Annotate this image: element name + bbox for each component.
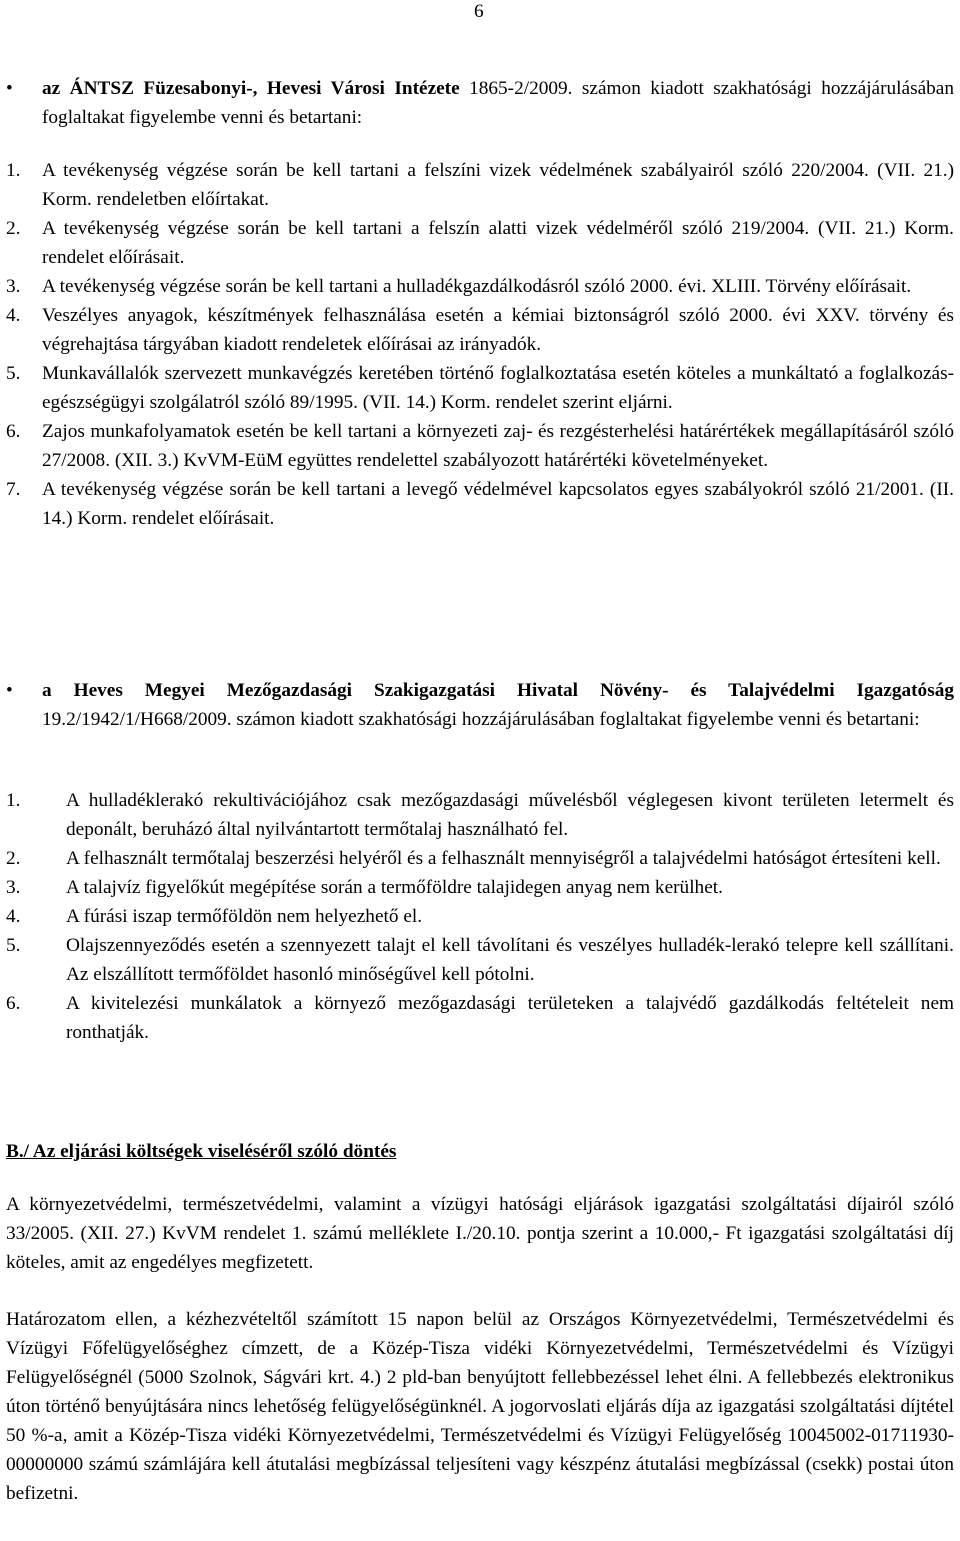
appeal-paragraph: Határozatom ellen, a kézhezvételtől számított 15 napon belül az Országos Környezetvédelmi, Természetvédelmi és Vízügyi Főfelügyelőséghez címzett, de a Közép-Tisza vidéki Környezetvédelmi, Természetvédelmi és Vízügyi Felügyelőségnél (5000 Szolnok, Ságvári krt. 4.) 2 pld-ban benyújtott fellebbezéssel lehet élni. A fellebbezés elektronikus úton történő benyújtására nincs lehetőség felügyelőségünknél. A jogorvoslati eljárás díja az igazgatási szolgáltatási díjtétel 50 %-a, amit a Közép-Tisza vidéki Környezetvédelmi, Természetvédelmi és Vízügyi Felügyelőség 10045002-01711930-00000000 számú számlájára kell átutalási megbízással teljesíteni vagy készpénz átutalási megbízással (csekk) postai úton befizetni. xyxy=(6,1309,954,1504)
list-item xyxy=(6,301,954,359)
list-item-number: 4. xyxy=(6,906,21,927)
list-item xyxy=(6,902,954,931)
bullet-icon: • xyxy=(6,78,13,99)
section-b-heading: B./ Az eljárási költségek viseléséről szóló döntés xyxy=(6,1141,397,1162)
list-item xyxy=(6,272,954,301)
list-item-text: A talajvíz figyelőkút megépítése során a termőföldre talajidegen anyag nem kerülhet. xyxy=(66,877,723,898)
list-item-number: 6. xyxy=(6,993,21,1014)
list-item-text: A hulladéklerakó rekultivációjához csak mezőgazdasági művelésből véglegesen kivont területen letermelt és deponált, beruházó által nyilvántartott termőtalaj használható fel. xyxy=(66,790,954,840)
list-item-text: A kivitelezési munkálatok a környező mezőgazdasági területeken a talajvédő gazdálkodás feltételeit nem ronthatják. xyxy=(66,993,954,1043)
list-item-number: 2. xyxy=(6,848,21,869)
bullet-antsz-title: az ÁNTSZ Füzesabonyi-, Hevesi Városi Intézete xyxy=(42,78,460,99)
list-item xyxy=(6,989,954,1047)
bullet-mgszh-rest: 19.2/1942/1/H668/2009. számon kiadott szakhatósági hozzájárulásában foglaltakat figyelembe venni és betartani: xyxy=(42,709,920,730)
list-item xyxy=(6,931,954,989)
mgszh-conditions-list xyxy=(6,786,954,1047)
list-item-text: Zajos munkafolyamatok esetén be kell tartani a környezeti zaj- és rezgésterhelési határértékek megállapításáról szóló 27/2008. (XII. 3.) KvVM-EüM együttes rendelettel szabályozott határértéki követelményeket. xyxy=(42,421,954,471)
list-item-text: A tevékenység végzése során be kell tartani a levegő védelmével kapcsolatos egyes szabályokról szóló 21/2001. (II. 14.) Korm. rendelet előírásait. xyxy=(42,479,954,529)
list-item-number: 3. xyxy=(6,877,21,898)
list-item-text: A felhasznált termőtalaj beszerzési helyéről és a felhasznált mennyiségről a talajvédelmi hatóságot értesíteni kell. xyxy=(66,848,941,869)
list-item xyxy=(6,214,954,272)
bullet-mgszh xyxy=(6,676,954,734)
list-item xyxy=(6,873,954,902)
list-item-number: 2. xyxy=(6,218,21,239)
list-item-number: 5. xyxy=(6,935,21,956)
list-item-text: Munkavállalók szervezett munkavégzés keretében történő foglalkoztatása esetén köteles a munkáltató a foglalkozás-egészségügyi szolgálatról szóló 89/1995. (VII. 14.) Korm. rendelet szerint eljárni. xyxy=(42,363,954,413)
list-item-text: Olajszennyeződés esetén a szennyezett talajt el kell távolítani és veszélyes hulladék-lerakó telepre kell szállítani. Az elszállított termőföldet hasonló minőségűvel kell pótolni. xyxy=(66,935,954,985)
list-item xyxy=(6,156,954,214)
list-item-number: 1. xyxy=(6,160,21,181)
list-item-number: 5. xyxy=(6,363,21,384)
list-item-text: A tevékenység végzése során be kell tartani a felszíni vizek védelmének szabályairól szóló 220/2004. (VII. 21.) Korm. rendeletben előírtakat. xyxy=(42,160,954,210)
list-item xyxy=(6,844,954,873)
list-item-number: 7. xyxy=(6,479,21,500)
list-item xyxy=(6,786,954,844)
list-item-number: 1. xyxy=(6,790,21,811)
list-item-text: A tevékenység végzése során be kell tartani a felszín alatti vizek védelméről szóló 219/2004. (VII. 21.) Korm. rendelet előírásait. xyxy=(42,218,954,268)
list-item-number: 6. xyxy=(6,421,21,442)
list-item-text: A fúrási iszap termőföldön nem helyezhető el. xyxy=(66,906,423,927)
bullet-mgszh-title: a Heves Megyei Mezőgazdasági Szakigazgatási Hivatal Növény- és Talajvédelmi Igazgatóság xyxy=(42,680,954,701)
bullet-antsz xyxy=(6,74,954,132)
list-item xyxy=(6,359,954,417)
bullet-antsz-rest: 1865-2/2009. számon kiadott szakhatósági hozzájárulásában foglaltakat figyelembe venni és betartani: xyxy=(42,78,954,128)
list-item-number: 3. xyxy=(6,276,21,297)
list-item-text: A tevékenység végzése során be kell tartani a hulladékgazdálkodásról szóló 2000. évi. XLIII. Törvény előírásait. xyxy=(42,276,912,297)
list-item-number: 4. xyxy=(6,305,21,326)
page-number: 6 xyxy=(474,1,484,22)
bullet-icon: • xyxy=(6,680,13,701)
antsz-conditions-list xyxy=(6,156,954,533)
list-item xyxy=(6,475,954,533)
section-b-paragraph: A környezetvédelmi, természetvédelmi, valamint a vízügyi hatósági eljárások igazgatási szolgáltatási díjairól szóló 33/2005. (XII. 27.) KvVM rendelet 1. számú melléklete I./20.10. pontja szerint a 10.000,- Ft igazgatási szolgáltatási díj köteles, amit az engedélyes megfizetett. xyxy=(6,1194,954,1273)
list-item-text: Veszélyes anyagok, készítmények felhasználása esetén a kémiai biztonságról szóló 2000. évi XXV. törvény és végrehajtása tárgyában kiadott rendeletek előírásai az irányadók. xyxy=(42,305,954,355)
list-item xyxy=(6,417,954,475)
